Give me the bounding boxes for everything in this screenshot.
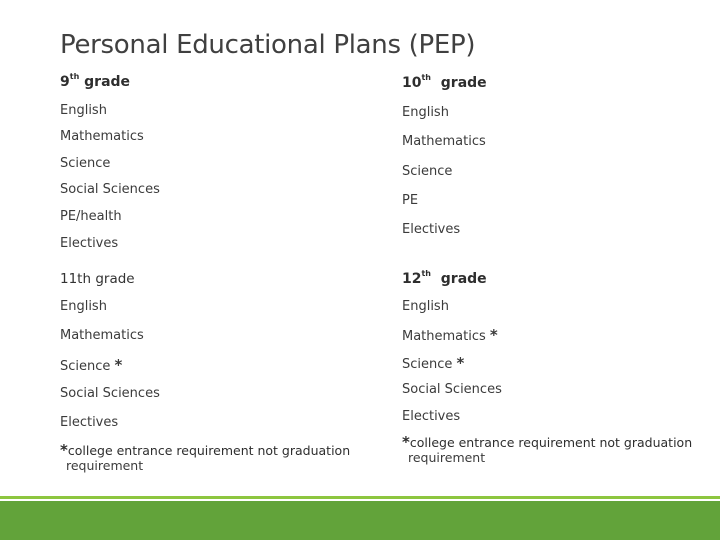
grade-10-course-electives: Electives bbox=[402, 222, 461, 237]
grade-word: grade bbox=[84, 74, 131, 90]
grade-9-course-science: Science bbox=[60, 156, 111, 171]
grade-9-course-pe-health: PE/health bbox=[60, 209, 122, 224]
requirement-asterisk: * bbox=[456, 354, 465, 372]
grade-11-course-english: English bbox=[60, 299, 107, 314]
grade-11-course-electives: Electives bbox=[60, 415, 119, 430]
grade-suffix: th bbox=[69, 72, 80, 82]
grade-11-footnote bbox=[60, 443, 350, 473]
grade-number: 9 bbox=[60, 74, 70, 90]
grade-11-course-social-sciences: Social Sciences bbox=[60, 386, 160, 401]
grade-9-course-social-sciences: Social Sciences bbox=[60, 182, 160, 197]
course-label: Science bbox=[60, 359, 111, 374]
grade-11-course-mathematics: Mathematics bbox=[60, 328, 144, 343]
grade-number: 10 bbox=[402, 75, 422, 91]
grade-word: grade bbox=[440, 75, 487, 91]
footnote-line-1: college entrance requirement not graduation bbox=[409, 435, 693, 450]
course-label: Mathematics bbox=[402, 329, 486, 344]
grade-9-heading bbox=[60, 74, 130, 90]
footnote-line-1: college entrance requirement not graduation bbox=[67, 443, 351, 458]
footnote-line-2: requirement bbox=[66, 458, 144, 473]
grade-number: 12 bbox=[402, 271, 422, 287]
grade-word: grade bbox=[440, 271, 487, 287]
footer-accent-line bbox=[0, 496, 720, 499]
grade-12-course-mathematics bbox=[402, 326, 498, 344]
grade-9-course-english: English bbox=[60, 103, 107, 118]
grade-9-course-electives: Electives bbox=[60, 236, 119, 251]
course-label: Science bbox=[402, 357, 453, 372]
slide-title: Personal Educational Plans (PEP) bbox=[60, 30, 476, 60]
grade-10-course-science: Science bbox=[402, 164, 453, 179]
grade-10-course-mathematics: Mathematics bbox=[402, 134, 486, 149]
grade-12-course-english: English bbox=[402, 299, 449, 314]
requirement-asterisk: * bbox=[114, 356, 123, 374]
grade-12-footnote bbox=[402, 435, 692, 465]
footnote-asterisk: * bbox=[402, 433, 410, 451]
grade-suffix: th bbox=[421, 73, 432, 83]
grade-10-course-pe: PE bbox=[402, 193, 419, 208]
grade-10-course-english: English bbox=[402, 105, 449, 120]
grade-11-heading: 11th grade bbox=[60, 271, 135, 287]
requirement-asterisk: * bbox=[489, 326, 498, 344]
footnote-line-2: requirement bbox=[408, 450, 486, 465]
footnote-asterisk: * bbox=[60, 441, 68, 459]
grade-9-course-mathematics: Mathematics bbox=[60, 129, 144, 144]
grade-11-course-science bbox=[60, 356, 122, 374]
grade-12-course-electives: Electives bbox=[402, 409, 461, 424]
grade-10-heading bbox=[402, 75, 487, 91]
grade-12-course-social-sciences: Social Sciences bbox=[402, 382, 502, 397]
grade-12-heading bbox=[402, 271, 487, 287]
footer-bar bbox=[0, 501, 720, 540]
grade-suffix: th bbox=[421, 269, 432, 279]
grade-12-course-science bbox=[402, 354, 464, 372]
